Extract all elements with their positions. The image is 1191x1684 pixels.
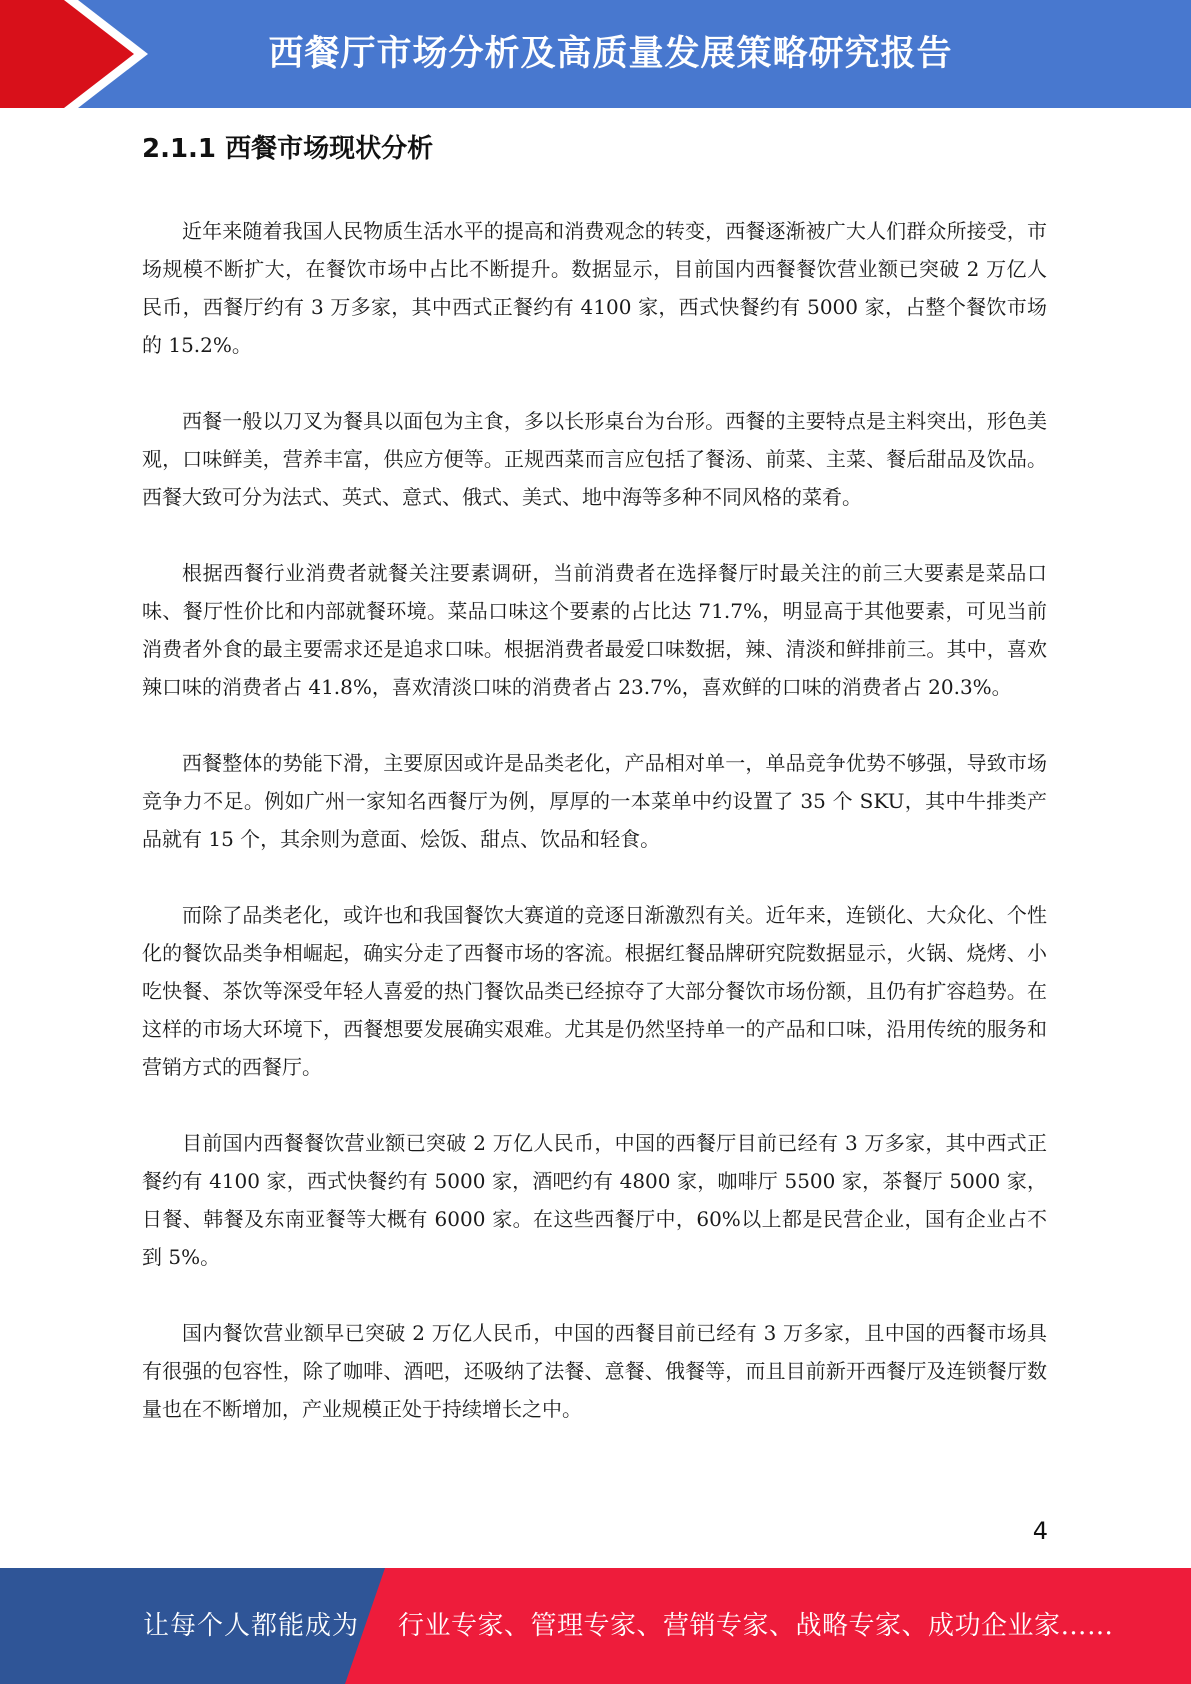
report-title: 西餐厅市场分析及高质量发展策略研究报告 bbox=[268, 34, 953, 74]
paragraph-restaurant-counts: 目前国内西餐餐饮营业额已突破 2 万亿人民币，中国的西餐厅目前已经有 3 万多家，其中西式正餐约有 4100 家，西式快餐约有 5000 家，酒吧约有 4800 家，咖啡厅 5500 家，茶餐厅 5000 家，日餐、韩餐及东南亚餐等大概有 6000 家。在这些西餐厅中，60%以上都是民营企业，国有企业占不到 5%。 bbox=[142, 1131, 1047, 1269]
paragraph-market-scale: 近年来随着我国人民物质生活水平的提高和消费观念的转变，西餐逐渐被广大人们群众所接受，市场规模不断扩大，在餐饮市场中占比不断提升。数据显示，目前国内西餐餐饮营业额已突破 2 万亿人民币，西餐厅约有 3 万多家，其中西式正餐约有 4100 家，西式快餐约有 5000 家，占整个餐饮市场的 15.2%。 bbox=[142, 219, 1047, 357]
paragraph-industry-growth: 国内餐饮营业额早已突破 2 万亿人民币，中国的西餐目前已经有 3 万多家，且中国的西餐市场具有很强的包容性，除了咖啡、酒吧，还吸纳了法餐、意餐、俄餐等，而且目前新开西餐厅及连锁餐厅数量也在不断增加，产业规模正处于持续增长之中。 bbox=[142, 1321, 1047, 1421]
report-header-band bbox=[0, 0, 1191, 110]
paragraph-western-food-features: 西餐一般以刀叉为餐具以面包为主食，多以长形桌台为台形。西餐的主要特点是主料突出，形色美观，口味鲜美，营养丰富，供应方便等。正规西菜而言应包括了餐汤、前菜、主菜、餐后甜品及饮品。西餐大致可分为法式、英式、意式、俄式、美式、地中海等多种不同风格的菜肴。 bbox=[142, 409, 1047, 509]
footer-slogan-left: 让每个人都能成为 bbox=[143, 1611, 360, 1641]
report-body bbox=[142, 212, 1047, 1466]
paragraph-decline-reasons: 西餐整体的势能下滑，主要原因或许是品类老化，产品相对单一，单品竞争优势不够强，导致市场竞争力不足。例如广州一家知名西餐厅为例，厚厚的一本菜单中约设置了 35 个 SKU，其中牛排类产品就有 15 个，其余则为意面、烩饭、甜点、饮品和轻食。 bbox=[142, 751, 1047, 851]
section-heading: 2.1.1 西餐市场现状分析 bbox=[142, 134, 434, 164]
paragraph-consumer-survey: 根据西餐行业消费者就餐关注要素调研，当前消费者在选择餐厅时最关注的前三大要素是菜品口味、餐厅性价比和内部就餐环境。菜品口味这个要素的占比达 71.7%，明显高于其他要素，可见当前消费者外食的最主要需求还是追求口味。根据消费者最爱口味数据，辣、清淡和鲜排前三。其中，喜欢辣口味的消费者占 41.8%，喜欢清淡口味的消费者占 23.7%，喜欢鲜的口味的消费者占 20.3%。 bbox=[142, 561, 1047, 699]
paragraph-competition: 而除了品类老化，或许也和我国餐饮大赛道的竞逐日渐激烈有关。近年来，连锁化、大众化、个性化的餐饮品类争相崛起，确实分走了西餐市场的客流。根据红餐品牌研究院数据显示，火锅、烧烤、小吃快餐、茶饮等深受年轻人喜爱的热门餐饮品类已经掠夺了大部分餐饮市场份额，且仍有扩容趋势。在这样的市场大环境下，西餐想要发展确实艰难。尤其是仍然坚持单一的产品和口味，沿用传统的服务和营销方式的西餐厅。 bbox=[142, 903, 1047, 1079]
footer-slogan-right: 行业专家、管理专家、营销专家、战略专家、成功企业家…… bbox=[398, 1611, 1114, 1641]
page-number: 4 bbox=[1032, 1517, 1048, 1545]
report-footer-band bbox=[0, 1568, 1191, 1684]
